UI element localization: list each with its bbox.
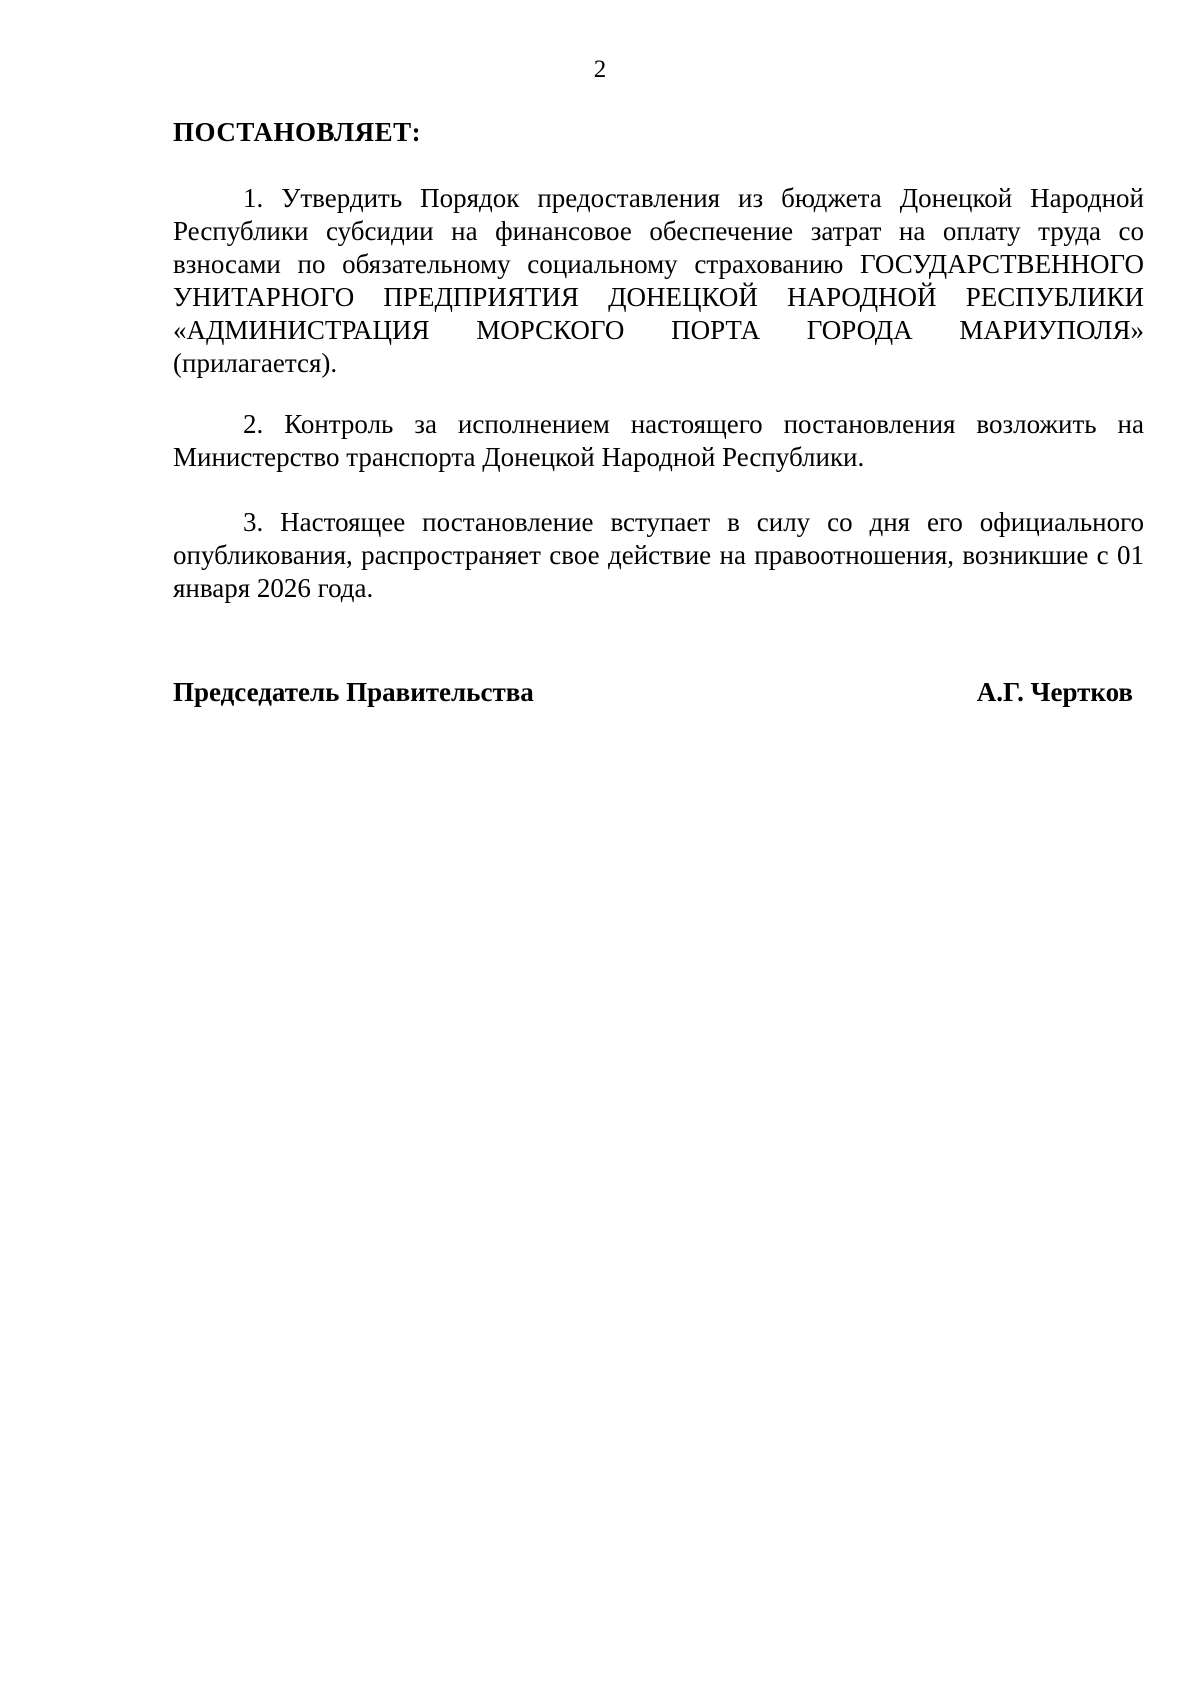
signatory-name: А.Г. Чертков — [976, 677, 1133, 707]
paragraph-2: 2. Контроль за исполнением настоящего постановления возложить на Министерство транспорта Донецкой Народной Республики. — [173, 409, 1144, 472]
signatory-position: Председатель Правительства — [173, 677, 534, 707]
paragraph-1: 1. Утвердить Порядок предоставления из бюджета Донецкой Народной Республики субсидии на финансовое обеспечение затрат на оплату труда со взносами по обязательному социальному страхованию ГОСУДАРСТВЕННОГО УНИТАРНОГО ПРЕДПРИЯТИЯ ДОНЕЦКОЙ НАРОДНОЙ РЕСПУБЛИКИ «АДМИНИСТРАЦИЯ МОРСКОГО ПОРТА ГОРОДА МАРИУПОЛЯ» (прилагается). — [173, 183, 1144, 378]
page-number: 2 — [593, 56, 607, 83]
resolution-heading: ПОСТАНОВЛЯЕТ: — [173, 117, 422, 147]
signature-block — [173, 676, 1133, 708]
paragraph-3: 3. Настоящее постановление вступает в силу со дня его официального опубликования, распространяет свое действие на правоотношения, возникшие с 01 января 2026 года. — [173, 507, 1144, 603]
